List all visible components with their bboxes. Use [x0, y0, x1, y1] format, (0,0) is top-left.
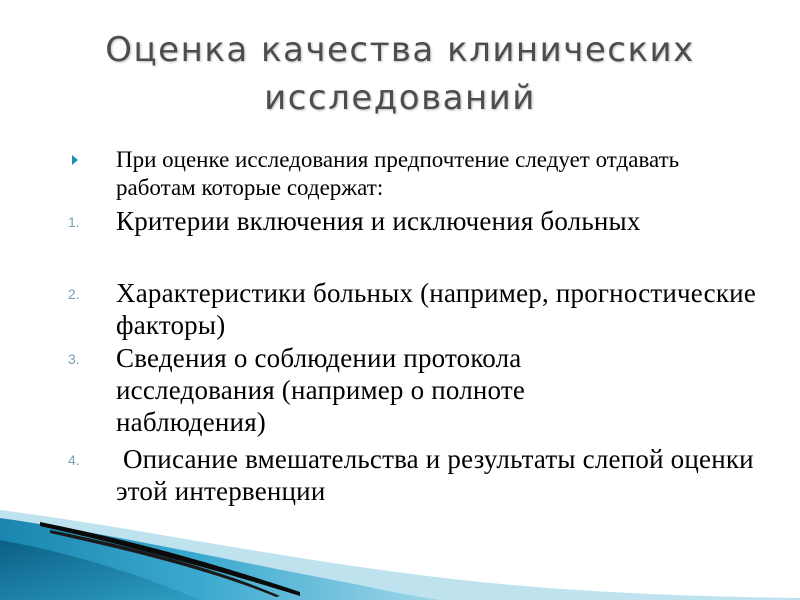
list-number: 4.: [68, 452, 80, 468]
list-item-text: Описание вмешательства и результаты слепой оценки этой интервенции: [116, 444, 761, 506]
list-item-text: Сведения о соблюдении протокола исследования (например о полноте наблюдения): [116, 343, 526, 437]
decorative-wave-graphic: [0, 500, 800, 600]
slide-title: Оценка качества клинических исследований: [105, 30, 695, 118]
list-item-text: Критерии включения и исключения больных: [116, 206, 641, 236]
triangle-bullet-icon: [72, 155, 78, 165]
list-number: 3.: [68, 351, 80, 367]
list-number: 2.: [68, 286, 80, 302]
list-number: 1.: [68, 214, 80, 230]
list-item-text: Характеристики больных (например, прогностические факторы): [116, 278, 757, 340]
intro-text: При оценке исследования предпочтение следует отдавать работам которые содержат:: [116, 147, 680, 200]
